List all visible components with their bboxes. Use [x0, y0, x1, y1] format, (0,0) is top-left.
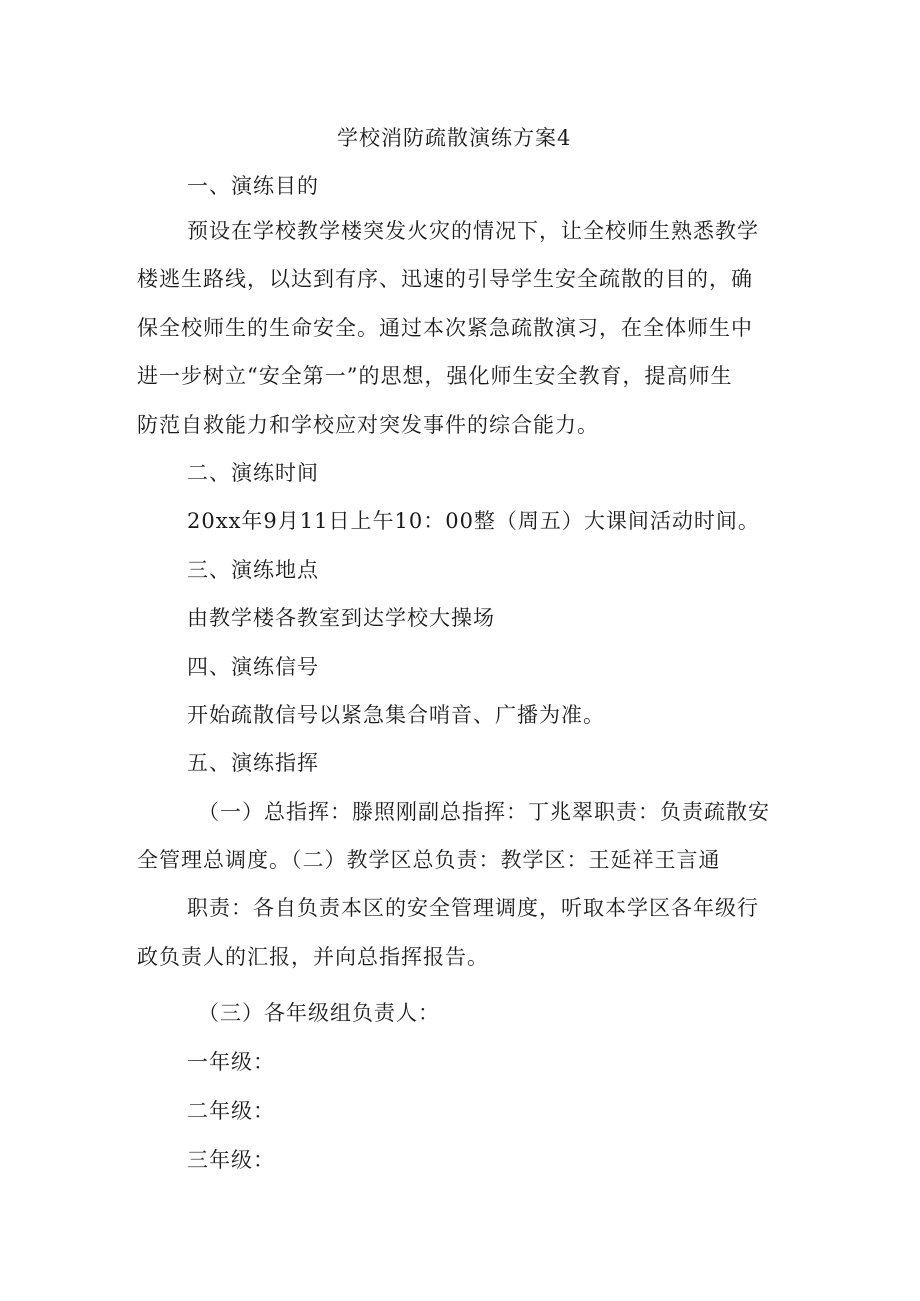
paragraph-line: 由教学楼各教室到达学校大操场: [187, 606, 495, 630]
paragraph-line: 保全校师生的生命安全。通过本次紧急疏散演习，在全体师生中: [137, 316, 753, 340]
section-heading-time: 二、演练时间: [187, 461, 319, 485]
paragraph-line: 20xx年9月11日上午10：00整（周五）大课间活动时间。: [187, 509, 760, 533]
page-title: 学校消防疏散演练方案4: [337, 126, 572, 150]
paragraph-line: 全管理总调度。（二）教学区总负责：教学区：王延祥王言通: [137, 848, 721, 872]
paragraph-line: （三）各年级组负责人：: [198, 1001, 440, 1025]
paragraph-line: 楼逃生路线，以达到有序、迅速的引导学生安全疏散的目的，确: [137, 267, 753, 291]
paragraph-line: 开始疏散信号以紧急集合哨音、广播为准。: [187, 703, 605, 727]
section-heading-signal: 四、演练信号: [187, 655, 319, 679]
grade-label: 三年级：: [187, 1148, 275, 1172]
paragraph-line: （一）总指挥：滕照刚副总指挥：丁兆翠职责：负责疏散安: [198, 800, 770, 824]
paragraph-line: 政负责人的汇报，并向总指挥报告。: [137, 945, 489, 969]
paragraph-line: 进一步树立“安全第一”的思想，强化师生安全教育，提高师生: [137, 364, 733, 388]
paragraph-line: 防范自救能力和学校应对突发事件的综合能力。: [137, 413, 599, 437]
section-heading-location: 三、演练地点: [187, 558, 319, 582]
paragraph-line: 预设在学校教学楼突发火灾的情况下，让全校师生熟悉教学: [187, 219, 759, 243]
paragraph-line: 职责：各自负责本区的安全管理调度，听取本学区各年级行: [187, 896, 759, 920]
section-heading-purpose: 一、演练目的: [187, 174, 319, 198]
section-heading-command: 五、演练指挥: [187, 751, 319, 775]
grade-label: 一年级：: [187, 1050, 275, 1074]
grade-label: 二年级：: [187, 1099, 275, 1123]
